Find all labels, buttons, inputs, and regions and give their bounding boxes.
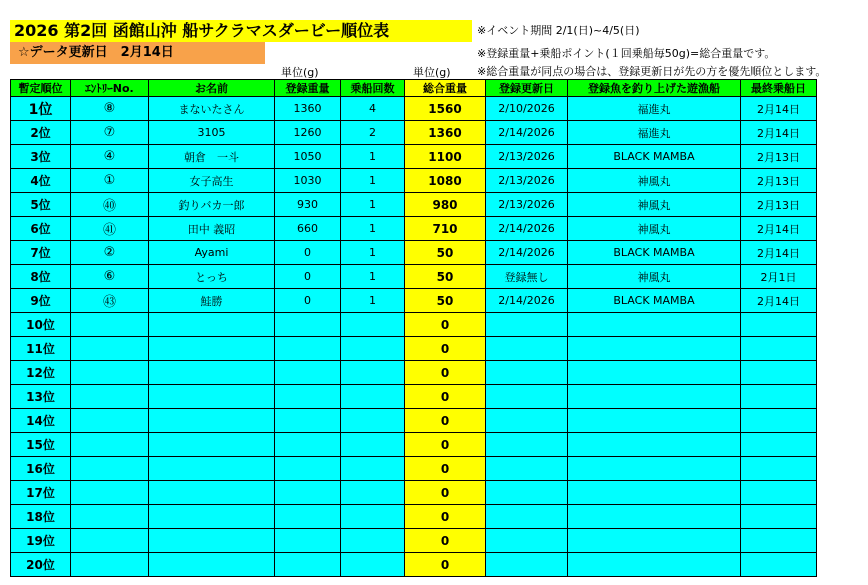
weight-cell — [275, 457, 341, 481]
weight-rule-note: ※登録重量+乗船ポイント(１回乗船毎50g)=総合重量です。 — [477, 47, 776, 60]
last-boarding-cell — [741, 481, 817, 505]
boardings-cell — [341, 313, 405, 337]
name-cell — [149, 409, 275, 433]
name-cell: 鮭勝 — [149, 289, 275, 313]
entry-no-cell — [71, 481, 149, 505]
name-cell — [149, 385, 275, 409]
update-date-cell — [486, 505, 568, 529]
last-boarding-cell: 2月13日 — [741, 145, 817, 169]
boat-cell — [568, 385, 741, 409]
entry-no-cell: ① — [71, 169, 149, 193]
header-boardings: 乗船回数 — [341, 80, 405, 97]
name-cell — [149, 553, 275, 577]
header-entry-no: ｴﾝﾄﾘｰNo. — [71, 80, 149, 97]
boat-cell: 福進丸 — [568, 121, 741, 145]
last-boarding-cell: 2月1日 — [741, 265, 817, 289]
boardings-cell — [341, 409, 405, 433]
rank-cell: 1位 — [11, 97, 71, 121]
header-registered-weight: 登録重量 — [275, 80, 341, 97]
update-date-cell — [486, 529, 568, 553]
entry-no-cell — [71, 385, 149, 409]
weight-cell: 660 — [275, 217, 341, 241]
ranking-body — [11, 97, 817, 577]
total-weight-cell: 0 — [405, 385, 486, 409]
update-date-cell: 2/14/2026 — [486, 121, 568, 145]
name-cell — [149, 529, 275, 553]
last-boarding-cell: 2月14日 — [741, 289, 817, 313]
table-row — [11, 457, 817, 481]
weight-cell — [275, 361, 341, 385]
header-name: お名前 — [149, 80, 275, 97]
boat-cell: BLACK MAMBA — [568, 289, 741, 313]
update-date-cell: 2/14/2026 — [486, 241, 568, 265]
boardings-cell — [341, 505, 405, 529]
boat-cell — [568, 457, 741, 481]
table-row — [11, 337, 817, 361]
data-update-date: ☆データ更新日 2月14日 — [10, 42, 265, 64]
boardings-cell — [341, 481, 405, 505]
update-date-cell: 2/10/2026 — [486, 97, 568, 121]
weight-cell — [275, 553, 341, 577]
last-boarding-cell — [741, 433, 817, 457]
boardings-cell: 2 — [341, 121, 405, 145]
weight-cell — [275, 385, 341, 409]
total-weight-cell: 1100 — [405, 145, 486, 169]
table-row — [11, 505, 817, 529]
rank-cell: 11位 — [11, 337, 71, 361]
total-weight-cell: 0 — [405, 361, 486, 385]
weight-cell: 0 — [275, 265, 341, 289]
boardings-cell: 1 — [341, 241, 405, 265]
boardings-cell — [341, 553, 405, 577]
weight-cell: 1050 — [275, 145, 341, 169]
total-weight-cell: 1360 — [405, 121, 486, 145]
boardings-cell — [341, 337, 405, 361]
last-boarding-cell — [741, 385, 817, 409]
last-boarding-cell — [741, 313, 817, 337]
weight-cell — [275, 409, 341, 433]
update-date-cell: 2/13/2026 — [486, 193, 568, 217]
name-cell — [149, 457, 275, 481]
table-row — [11, 433, 817, 457]
table-row — [11, 121, 817, 145]
update-date-cell — [486, 433, 568, 457]
header-total-weight: 総合重量 — [405, 80, 486, 97]
weight-cell: 1260 — [275, 121, 341, 145]
entry-no-cell — [71, 529, 149, 553]
boardings-cell — [341, 529, 405, 553]
update-date-cell: 2/14/2026 — [486, 289, 568, 313]
boardings-cell: 1 — [341, 265, 405, 289]
table-row — [11, 409, 817, 433]
entry-no-cell: ㊵ — [71, 193, 149, 217]
boat-cell — [568, 433, 741, 457]
last-boarding-cell — [741, 409, 817, 433]
last-boarding-cell — [741, 457, 817, 481]
rank-cell: 18位 — [11, 505, 71, 529]
name-cell — [149, 313, 275, 337]
boat-cell — [568, 529, 741, 553]
update-date-cell — [486, 313, 568, 337]
table-row — [11, 529, 817, 553]
boardings-cell — [341, 385, 405, 409]
entry-no-cell — [71, 313, 149, 337]
table-row — [11, 265, 817, 289]
boat-cell: 福進丸 — [568, 97, 741, 121]
total-weight-cell: 0 — [405, 529, 486, 553]
rank-cell: 17位 — [11, 481, 71, 505]
last-boarding-cell — [741, 505, 817, 529]
total-weight-cell: 0 — [405, 505, 486, 529]
update-date-cell — [486, 361, 568, 385]
event-period-note: ※イベント期間 2/1(日)~4/5(日) — [477, 24, 640, 37]
weight-cell — [275, 481, 341, 505]
table-header-row — [11, 80, 817, 97]
rank-cell: 4位 — [11, 169, 71, 193]
total-weight-cell: 1080 — [405, 169, 486, 193]
table-row — [11, 385, 817, 409]
table-row — [11, 241, 817, 265]
last-boarding-cell: 2月14日 — [741, 241, 817, 265]
entry-no-cell — [71, 553, 149, 577]
name-cell — [149, 481, 275, 505]
rank-cell: 20位 — [11, 553, 71, 577]
rank-cell: 15位 — [11, 433, 71, 457]
weight-cell — [275, 433, 341, 457]
boardings-cell: 4 — [341, 97, 405, 121]
total-weight-cell: 980 — [405, 193, 486, 217]
rank-cell: 8位 — [11, 265, 71, 289]
table-row — [11, 313, 817, 337]
entry-no-cell — [71, 361, 149, 385]
update-date-cell: 2/13/2026 — [486, 169, 568, 193]
boat-cell: 神風丸 — [568, 265, 741, 289]
ranking-table — [10, 79, 817, 577]
update-date-cell — [486, 409, 568, 433]
name-cell: 釣りバカ一郎 — [149, 193, 275, 217]
total-weight-cell: 50 — [405, 241, 486, 265]
last-boarding-cell — [741, 337, 817, 361]
header-rank: 暫定順位 — [11, 80, 71, 97]
entry-no-cell — [71, 457, 149, 481]
total-weight-cell: 0 — [405, 337, 486, 361]
rank-cell: 10位 — [11, 313, 71, 337]
total-weight-cell: 0 — [405, 409, 486, 433]
last-boarding-cell: 2月13日 — [741, 193, 817, 217]
entry-no-cell: ㊶ — [71, 217, 149, 241]
entry-no-cell: ⑦ — [71, 121, 149, 145]
name-cell — [149, 433, 275, 457]
boardings-cell: 1 — [341, 145, 405, 169]
boat-cell: 神風丸 — [568, 169, 741, 193]
last-boarding-cell — [741, 361, 817, 385]
rank-cell: 13位 — [11, 385, 71, 409]
rank-cell: 6位 — [11, 217, 71, 241]
name-cell: Ayami — [149, 241, 275, 265]
boat-cell — [568, 313, 741, 337]
rank-cell: 5位 — [11, 193, 71, 217]
entry-no-cell — [71, 337, 149, 361]
weight-cell: 0 — [275, 289, 341, 313]
header-update-date: 登録更新日 — [486, 80, 568, 97]
entry-no-cell: ⑧ — [71, 97, 149, 121]
update-date-cell: 2/14/2026 — [486, 217, 568, 241]
total-weight-cell: 50 — [405, 289, 486, 313]
total-weight-cell: 0 — [405, 481, 486, 505]
name-cell: 朝倉 一斗 — [149, 145, 275, 169]
total-weight-cell: 0 — [405, 313, 486, 337]
update-date-cell — [486, 385, 568, 409]
boat-cell — [568, 553, 741, 577]
weight-cell: 0 — [275, 241, 341, 265]
header-last-boarding: 最終乗船日 — [741, 80, 817, 97]
boardings-cell — [341, 457, 405, 481]
name-cell: 田中 義昭 — [149, 217, 275, 241]
tiebreak-note: ※総合重量が同点の場合は、登録更新日が先の方を優先順位とします。 — [477, 65, 827, 78]
header-boat: 登録魚を釣り上げた遊漁船 — [568, 80, 741, 97]
name-cell: 3105 — [149, 121, 275, 145]
entry-no-cell: ② — [71, 241, 149, 265]
total-weight-cell: 1560 — [405, 97, 486, 121]
page-title: 2026 第2回 函館山沖 船サクラマスダービー順位表 — [10, 20, 472, 42]
update-date-cell: 2/13/2026 — [486, 145, 568, 169]
boardings-cell: 1 — [341, 217, 405, 241]
name-cell — [149, 361, 275, 385]
table-row — [11, 217, 817, 241]
entry-no-cell — [71, 505, 149, 529]
last-boarding-cell: 2月13日 — [741, 169, 817, 193]
rank-cell: 3位 — [11, 145, 71, 169]
boat-cell: BLACK MAMBA — [568, 145, 741, 169]
boardings-cell: 1 — [341, 289, 405, 313]
name-cell: 女子高生 — [149, 169, 275, 193]
weight-cell — [275, 505, 341, 529]
name-cell: とっち — [149, 265, 275, 289]
rank-cell: 16位 — [11, 457, 71, 481]
boat-cell: 神風丸 — [568, 217, 741, 241]
entry-no-cell — [71, 409, 149, 433]
table-row — [11, 97, 817, 121]
table-row — [11, 481, 817, 505]
weight-cell: 930 — [275, 193, 341, 217]
total-weight-cell: 710 — [405, 217, 486, 241]
weight-cell: 1360 — [275, 97, 341, 121]
last-boarding-cell: 2月14日 — [741, 97, 817, 121]
name-cell — [149, 505, 275, 529]
rank-cell: 9位 — [11, 289, 71, 313]
total-weight-cell: 0 — [405, 433, 486, 457]
boat-cell — [568, 505, 741, 529]
boat-cell: 神風丸 — [568, 193, 741, 217]
table-row — [11, 169, 817, 193]
rank-cell: 12位 — [11, 361, 71, 385]
update-date-cell — [486, 457, 568, 481]
total-weight-cell: 50 — [405, 265, 486, 289]
name-cell: まないたさん — [149, 97, 275, 121]
weight-cell — [275, 337, 341, 361]
last-boarding-cell — [741, 529, 817, 553]
update-date-cell: 登録無し — [486, 265, 568, 289]
boat-cell — [568, 337, 741, 361]
update-date-cell — [486, 337, 568, 361]
boardings-cell: 1 — [341, 193, 405, 217]
table-row — [11, 361, 817, 385]
rank-cell: 2位 — [11, 121, 71, 145]
last-boarding-cell — [741, 553, 817, 577]
boardings-cell: 1 — [341, 169, 405, 193]
unit-label-weight: 単位(g) — [281, 66, 319, 79]
total-weight-cell: 0 — [405, 457, 486, 481]
rank-cell: 14位 — [11, 409, 71, 433]
boardings-cell — [341, 361, 405, 385]
total-weight-cell: 0 — [405, 553, 486, 577]
table-row — [11, 289, 817, 313]
entry-no-cell: ④ — [71, 145, 149, 169]
rank-cell: 19位 — [11, 529, 71, 553]
entry-no-cell: ㊸ — [71, 289, 149, 313]
boat-cell — [568, 361, 741, 385]
boat-cell — [568, 481, 741, 505]
last-boarding-cell: 2月14日 — [741, 121, 817, 145]
weight-cell — [275, 529, 341, 553]
table-row — [11, 553, 817, 577]
update-date-cell — [486, 553, 568, 577]
last-boarding-cell: 2月14日 — [741, 217, 817, 241]
table-row — [11, 145, 817, 169]
entry-no-cell — [71, 433, 149, 457]
boat-cell — [568, 409, 741, 433]
boardings-cell — [341, 433, 405, 457]
boat-cell: BLACK MAMBA — [568, 241, 741, 265]
weight-cell: 1030 — [275, 169, 341, 193]
entry-no-cell: ⑥ — [71, 265, 149, 289]
table-row — [11, 193, 817, 217]
rank-cell: 7位 — [11, 241, 71, 265]
weight-cell — [275, 313, 341, 337]
update-date-cell — [486, 481, 568, 505]
name-cell — [149, 337, 275, 361]
unit-label-total: 単位(g) — [413, 66, 451, 79]
